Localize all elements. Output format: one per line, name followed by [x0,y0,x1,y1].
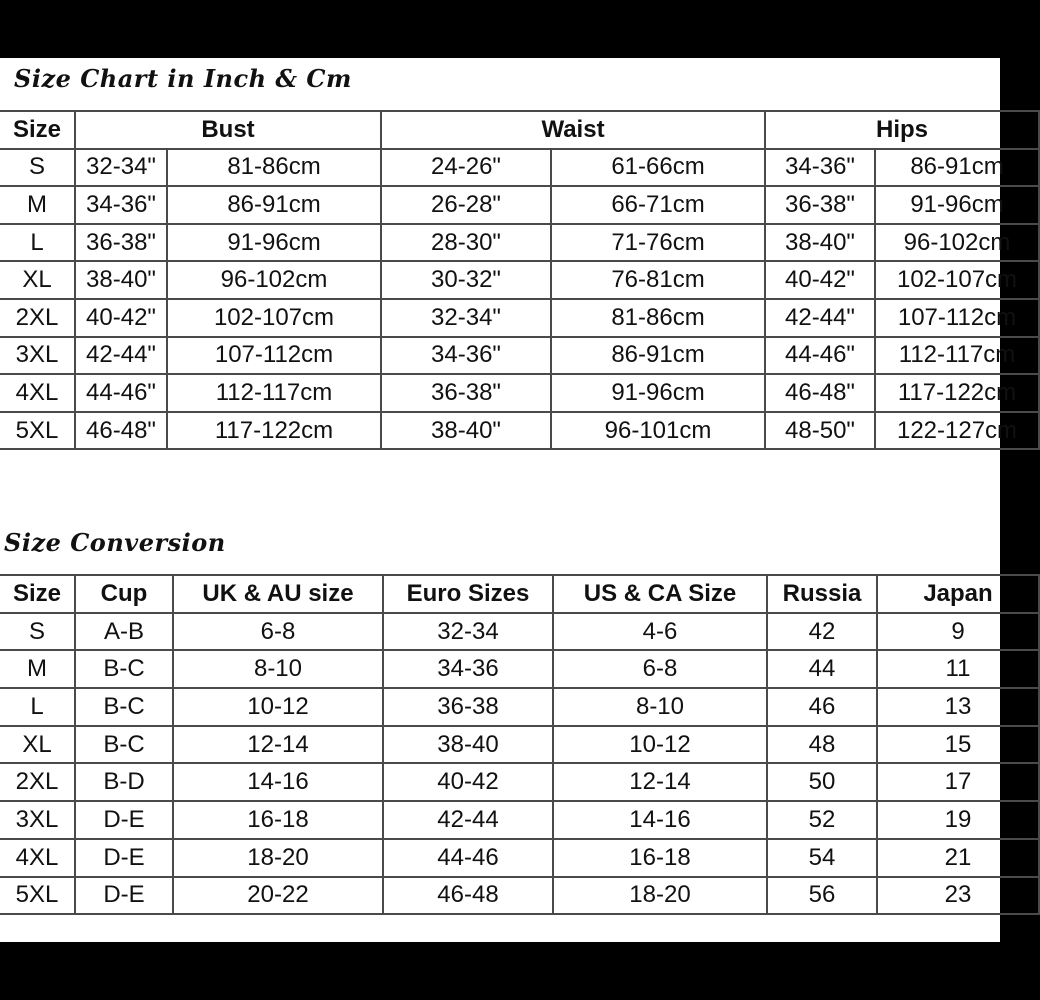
cell-cup: A-B [75,613,173,651]
size-chart-row [0,224,1039,262]
cell-euro: 38-40 [383,726,553,764]
cell-russia: 46 [767,688,877,726]
cell-russia: 52 [767,801,877,839]
size-chart-sheet [0,58,1018,942]
cell-bust-cm: 86-91cm [167,186,381,224]
cell-bust-in: 40-42" [75,299,167,337]
cell-us-ca: 18-20 [553,877,767,915]
cell-us-ca: 4-6 [553,613,767,651]
size-chart-table [0,110,1040,450]
cell-hips-cm: 86-91cm [875,149,1039,187]
cell-uk-au: 18-20 [173,839,383,877]
cell-size: S [0,149,75,187]
size-chart-title: Size Chart in Inch & Cm [14,64,352,93]
cell-size: XL [0,261,75,299]
cell-uk-au: 14-16 [173,763,383,801]
header-hips: Hips [765,111,1039,149]
cell-hips-in: 44-46" [765,337,875,375]
size-chart-row [0,149,1039,187]
size-chart-row [0,374,1039,412]
size-conversion-row [0,877,1039,915]
size-chart-row [0,337,1039,375]
cell-bust-in: 44-46" [75,374,167,412]
cell-size: L [0,224,75,262]
size-conversion-row [0,763,1039,801]
cell-bust-in: 36-38" [75,224,167,262]
size-conversion-row [0,613,1039,651]
cell-uk-au: 8-10 [173,650,383,688]
cell-size: L [0,688,75,726]
size-chart-row [0,299,1039,337]
cell-russia: 54 [767,839,877,877]
cell-japan: 21 [877,839,1039,877]
size-chart-row [0,186,1039,224]
size-chart-row [0,412,1039,450]
size-conversion-row [0,801,1039,839]
cell-waist-cm: 66-71cm [551,186,765,224]
cell-hips-in: 42-44" [765,299,875,337]
cell-hips-in: 40-42" [765,261,875,299]
cell-euro: 34-36 [383,650,553,688]
cell-russia: 50 [767,763,877,801]
cell-size: S [0,613,75,651]
cell-size: M [0,186,75,224]
cell-hips-cm: 102-107cm [875,261,1039,299]
cell-us-ca: 6-8 [553,650,767,688]
size-conversion-row [0,726,1039,764]
size-conversion-row [0,688,1039,726]
cell-waist-in: 36-38" [381,374,551,412]
cell-hips-in: 46-48" [765,374,875,412]
header-size: Size [0,575,75,613]
cell-waist-cm: 91-96cm [551,374,765,412]
cell-waist-in: 26-28" [381,186,551,224]
cell-japan: 19 [877,801,1039,839]
size-conversion-title: Size Conversion [4,528,226,557]
cell-hips-cm: 117-122cm [875,374,1039,412]
header-russia: Russia [767,575,877,613]
cell-hips-cm: 91-96cm [875,186,1039,224]
header-size: Size [0,111,75,149]
header-japan: Japan [877,575,1039,613]
cell-us-ca: 14-16 [553,801,767,839]
cell-size: 3XL [0,337,75,375]
cell-waist-cm: 61-66cm [551,149,765,187]
cell-uk-au: 20-22 [173,877,383,915]
cell-size: M [0,650,75,688]
cell-size: 2XL [0,299,75,337]
cell-cup: B-C [75,650,173,688]
cell-hips-cm: 107-112cm [875,299,1039,337]
cell-hips-in: 36-38" [765,186,875,224]
cell-hips-cm: 112-117cm [875,337,1039,375]
cell-waist-in: 24-26" [381,149,551,187]
cell-russia: 48 [767,726,877,764]
cell-bust-in: 38-40" [75,261,167,299]
cell-hips-in: 48-50" [765,412,875,450]
cell-euro: 46-48 [383,877,553,915]
cell-bust-cm: 107-112cm [167,337,381,375]
cell-cup: B-C [75,688,173,726]
cell-uk-au: 12-14 [173,726,383,764]
cell-euro: 40-42 [383,763,553,801]
cell-waist-in: 38-40" [381,412,551,450]
cell-euro: 44-46 [383,839,553,877]
header-cup: Cup [75,575,173,613]
cell-waist-cm: 96-101cm [551,412,765,450]
cell-japan: 15 [877,726,1039,764]
size-chart-row [0,261,1039,299]
cell-bust-cm: 96-102cm [167,261,381,299]
cell-uk-au: 6-8 [173,613,383,651]
size-chart-header-row [0,111,1039,149]
size-conversion-table [0,574,1040,915]
cell-size: 3XL [0,801,75,839]
cell-uk-au: 16-18 [173,801,383,839]
cell-hips-cm: 122-127cm [875,412,1039,450]
cell-us-ca: 16-18 [553,839,767,877]
cell-cup: D-E [75,877,173,915]
size-conversion-header-row [0,575,1039,613]
header-uk-au: UK & AU size [173,575,383,613]
cell-bust-cm: 117-122cm [167,412,381,450]
cell-bust-cm: 91-96cm [167,224,381,262]
cell-hips-in: 34-36" [765,149,875,187]
cell-cup: D-E [75,839,173,877]
cell-bust-in: 42-44" [75,337,167,375]
cell-japan: 23 [877,877,1039,915]
cell-japan: 11 [877,650,1039,688]
cell-size: 4XL [0,839,75,877]
cell-russia: 42 [767,613,877,651]
cell-bust-in: 46-48" [75,412,167,450]
cell-us-ca: 8-10 [553,688,767,726]
header-waist: Waist [381,111,765,149]
cell-waist-cm: 71-76cm [551,224,765,262]
cell-euro: 36-38 [383,688,553,726]
cell-waist-in: 30-32" [381,261,551,299]
cell-russia: 44 [767,650,877,688]
cell-japan: 13 [877,688,1039,726]
cell-size: 5XL [0,877,75,915]
cell-hips-cm: 96-102cm [875,224,1039,262]
cell-euro: 32-34 [383,613,553,651]
header-bust: Bust [75,111,381,149]
cell-waist-cm: 76-81cm [551,261,765,299]
cell-cup: B-C [75,726,173,764]
cell-waist-cm: 81-86cm [551,299,765,337]
cell-size: 2XL [0,763,75,801]
cell-bust-in: 32-34" [75,149,167,187]
cell-waist-cm: 86-91cm [551,337,765,375]
cell-bust-cm: 81-86cm [167,149,381,187]
cell-bust-cm: 102-107cm [167,299,381,337]
cell-bust-cm: 112-117cm [167,374,381,412]
cell-us-ca: 12-14 [553,763,767,801]
cell-waist-in: 34-36" [381,337,551,375]
cell-bust-in: 34-36" [75,186,167,224]
cell-euro: 42-44 [383,801,553,839]
cell-cup: D-E [75,801,173,839]
cell-uk-au: 10-12 [173,688,383,726]
cell-japan: 17 [877,763,1039,801]
size-conversion-row [0,839,1039,877]
header-euro: Euro Sizes [383,575,553,613]
cell-waist-in: 32-34" [381,299,551,337]
cell-japan: 9 [877,613,1039,651]
size-conversion-row [0,650,1039,688]
cell-size: 4XL [0,374,75,412]
cell-cup: B-D [75,763,173,801]
cell-waist-in: 28-30" [381,224,551,262]
cell-russia: 56 [767,877,877,915]
cell-us-ca: 10-12 [553,726,767,764]
cell-hips-in: 38-40" [765,224,875,262]
header-us-ca: US & CA Size [553,575,767,613]
cell-size: 5XL [0,412,75,450]
cell-size: XL [0,726,75,764]
